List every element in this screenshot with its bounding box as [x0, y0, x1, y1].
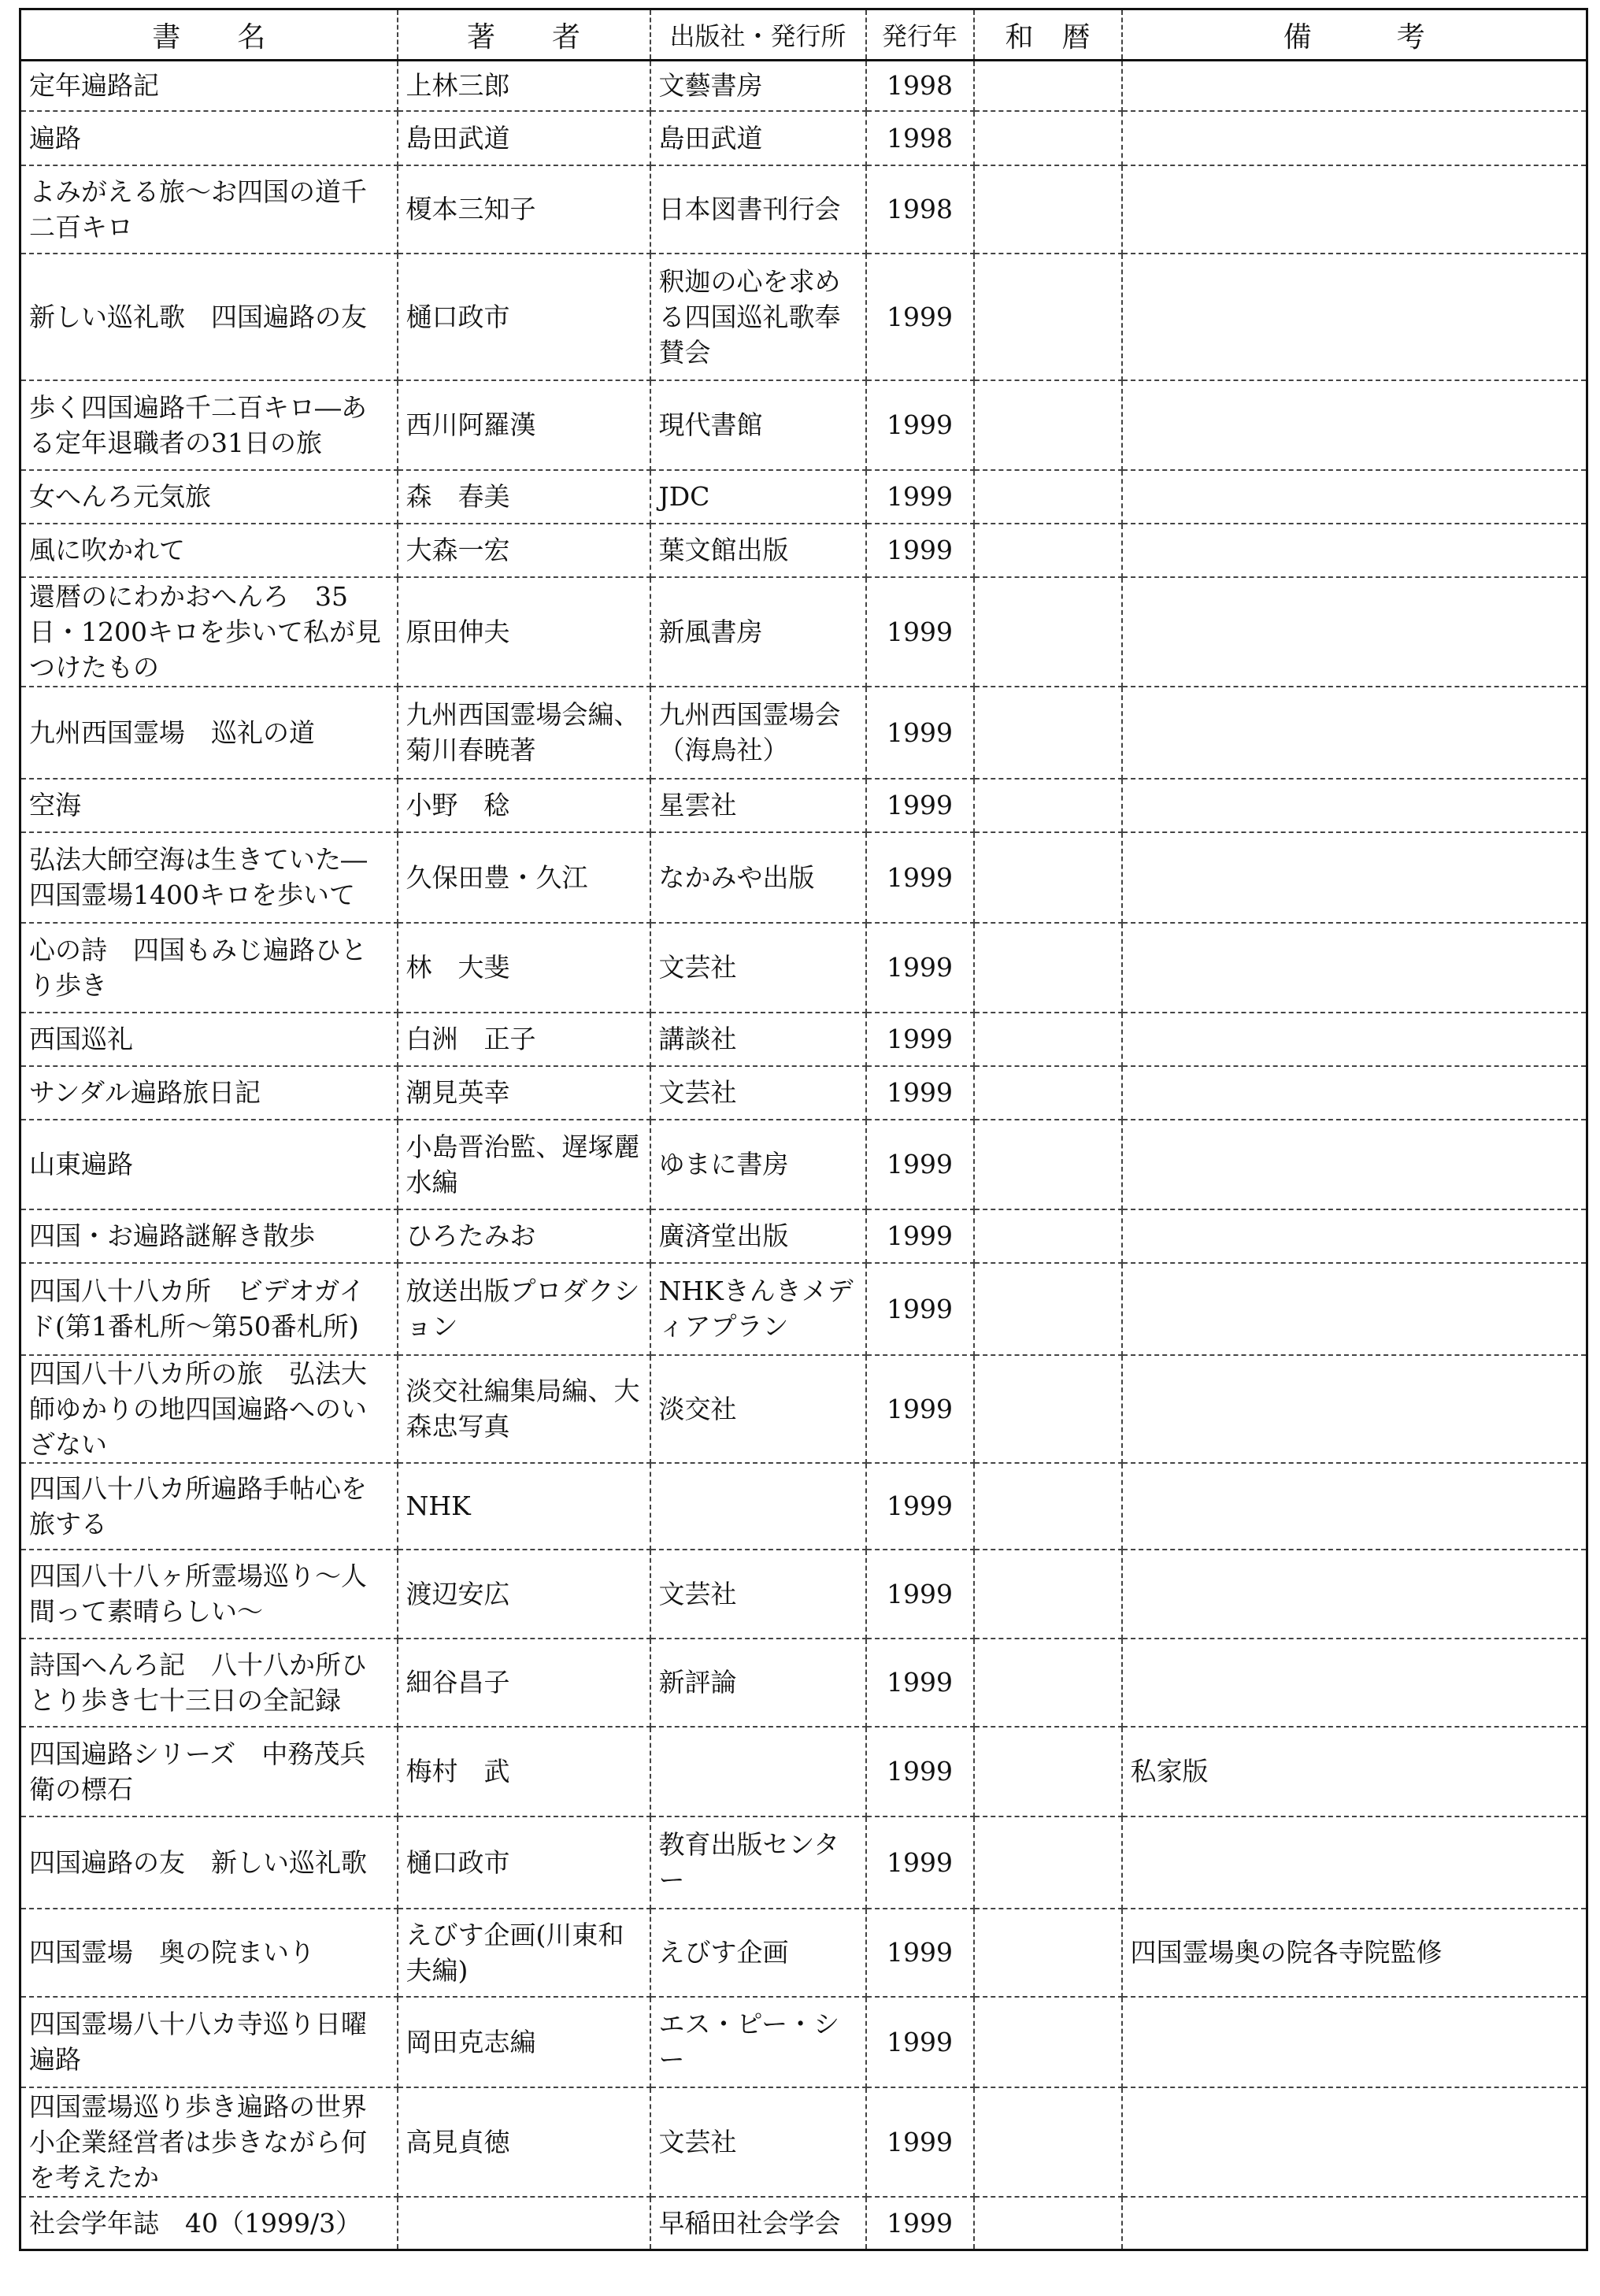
cell-year: 1999 — [866, 1816, 974, 1909]
table-row — [20, 1816, 1587, 1909]
table-row — [20, 1727, 1587, 1816]
cell-author: 岡田克志編 — [398, 1997, 650, 2087]
cell-author: 島田武道 — [398, 111, 650, 165]
cell-notes — [1122, 524, 1587, 577]
cell-notes — [1122, 1639, 1587, 1727]
table-row — [20, 111, 1587, 165]
cell-year: 1998 — [866, 61, 974, 111]
cell-notes — [1122, 380, 1587, 470]
cell-author: 梅村 武 — [398, 1727, 650, 1816]
cell-title: 西国巡礼 — [20, 1013, 398, 1066]
cell-year: 1999 — [866, 2197, 974, 2250]
cell-year: 1999 — [866, 1909, 974, 1997]
cell-title: 女へんろ元気旅 — [20, 470, 398, 524]
cell-notes — [1122, 111, 1587, 165]
table-row — [20, 1550, 1587, 1639]
table-row — [20, 61, 1587, 111]
table-row — [20, 1066, 1587, 1120]
cell-title: 詩国へんろ記 八十八か所ひとり歩き七十三日の全記録 — [20, 1639, 398, 1727]
cell-author: 小野 稔 — [398, 779, 650, 832]
cell-notes: 四国霊場奥の院各寺院監修 — [1122, 1909, 1587, 1997]
table-row — [20, 1639, 1587, 1727]
cell-publisher: 文芸社 — [650, 1550, 866, 1639]
cell-publisher: 淡交社 — [650, 1355, 866, 1463]
cell-year: 1998 — [866, 165, 974, 254]
cell-author: 樋口政市 — [398, 254, 650, 380]
cell-publisher: 文芸社 — [650, 1066, 866, 1120]
cell-year: 1999 — [866, 470, 974, 524]
cell-publisher: エス・ピー・シー — [650, 1997, 866, 2087]
cell-title: 四国八十八ヶ所霊場巡り〜人間って素晴らしい〜 — [20, 1550, 398, 1639]
cell-notes — [1122, 2087, 1587, 2197]
cell-year: 1999 — [866, 380, 974, 470]
cell-notes — [1122, 470, 1587, 524]
header-title: 書 名 — [20, 9, 398, 61]
cell-title: 四国霊場巡り歩き遍路の世界 小企業経営者は歩きながら何を考えたか — [20, 2087, 398, 2197]
cell-year: 1999 — [866, 1639, 974, 1727]
cell-publisher: 廣済堂出版 — [650, 1209, 866, 1263]
cell-title: よみがえる旅〜お四国の道千二百キロ — [20, 165, 398, 254]
header-notes: 備 考 — [1122, 9, 1587, 61]
cell-notes — [1122, 1120, 1587, 1209]
table-row — [20, 832, 1587, 923]
cell-wareki — [974, 111, 1122, 165]
cell-year: 1999 — [866, 1727, 974, 1816]
cell-publisher: 現代書館 — [650, 380, 866, 470]
table-row — [20, 380, 1587, 470]
cell-title: 四国八十八カ所遍路手帖心を旅する — [20, 1463, 398, 1550]
cell-author: 林 大斐 — [398, 923, 650, 1013]
cell-year: 1999 — [866, 923, 974, 1013]
cell-year: 1999 — [866, 1209, 974, 1263]
cell-notes — [1122, 1209, 1587, 1263]
cell-wareki — [974, 577, 1122, 687]
cell-notes — [1122, 2197, 1587, 2250]
cell-title: 四国遍路シリーズ 中務茂兵衛の標石 — [20, 1727, 398, 1816]
table-row — [20, 687, 1587, 779]
cell-year: 1999 — [866, 254, 974, 380]
cell-publisher: JDC — [650, 470, 866, 524]
cell-publisher: NHKきんきメディアプラン — [650, 1263, 866, 1355]
table-row — [20, 1909, 1587, 1997]
cell-year: 1999 — [866, 1066, 974, 1120]
table-row — [20, 1997, 1587, 2087]
cell-publisher: 釈迦の心を求める四国巡礼歌奉賛会 — [650, 254, 866, 380]
table-row — [20, 1209, 1587, 1263]
cell-author: 高見貞徳 — [398, 2087, 650, 2197]
cell-title: 空海 — [20, 779, 398, 832]
cell-notes — [1122, 923, 1587, 1013]
cell-notes — [1122, 1355, 1587, 1463]
cell-wareki — [974, 1997, 1122, 2087]
cell-notes: 私家版 — [1122, 1727, 1587, 1816]
cell-notes — [1122, 1550, 1587, 1639]
table-row — [20, 1120, 1587, 1209]
cell-publisher: 新評論 — [650, 1639, 866, 1727]
cell-title: 還暦のにわかおへんろ 35日・1200キロを歩いて私が見つけたもの — [20, 577, 398, 687]
cell-year: 1999 — [866, 1997, 974, 2087]
cell-year: 1999 — [866, 1463, 974, 1550]
cell-title: 新しい巡礼歌 四国遍路の友 — [20, 254, 398, 380]
cell-year: 1999 — [866, 1355, 974, 1463]
cell-year: 1999 — [866, 1120, 974, 1209]
table-row — [20, 2087, 1587, 2197]
cell-wareki — [974, 470, 1122, 524]
cell-publisher: 九州西国霊場会（海鳥社） — [650, 687, 866, 779]
cell-wareki — [974, 61, 1122, 111]
cell-year: 1999 — [866, 687, 974, 779]
cell-author: 上林三郎 — [398, 61, 650, 111]
cell-notes — [1122, 1997, 1587, 2087]
cell-author: NHK — [398, 1463, 650, 1550]
cell-title: 風に吹かれて — [20, 524, 398, 577]
cell-author: 久保田豊・久江 — [398, 832, 650, 923]
cell-author: 淡交社編集局編、大森忠写真 — [398, 1355, 650, 1463]
cell-title: 四国八十八カ所の旅 弘法大師ゆかりの地四国遍路へのいざない — [20, 1355, 398, 1463]
cell-publisher: 日本図書刊行会 — [650, 165, 866, 254]
cell-publisher: 文芸社 — [650, 923, 866, 1013]
cell-notes — [1122, 1463, 1587, 1550]
cell-title: サンダル遍路旅日記 — [20, 1066, 398, 1120]
cell-publisher: ゆまに書房 — [650, 1120, 866, 1209]
cell-author: 原田伸夫 — [398, 577, 650, 687]
cell-wareki — [974, 165, 1122, 254]
cell-publisher: 教育出版センター — [650, 1816, 866, 1909]
cell-wareki — [974, 380, 1122, 470]
cell-title: 歩く四国遍路千二百キロ―ある定年退職者の31日の旅 — [20, 380, 398, 470]
cell-title: 遍路 — [20, 111, 398, 165]
cell-title: 四国八十八カ所 ビデオガイド(第1番札所〜第50番札所) — [20, 1263, 398, 1355]
cell-title: 九州西国霊場 巡礼の道 — [20, 687, 398, 779]
cell-notes — [1122, 254, 1587, 380]
cell-author: 小島晋治監、遅塚麗水編 — [398, 1120, 650, 1209]
cell-author: 大森一宏 — [398, 524, 650, 577]
cell-notes — [1122, 577, 1587, 687]
cell-publisher: えびす企画 — [650, 1909, 866, 1997]
cell-author: 細谷昌子 — [398, 1639, 650, 1727]
cell-notes — [1122, 1263, 1587, 1355]
cell-author: 潮見英幸 — [398, 1066, 650, 1120]
cell-wareki — [974, 923, 1122, 1013]
cell-notes — [1122, 1066, 1587, 1120]
table-row — [20, 1355, 1587, 1463]
cell-title: 四国霊場八十八カ寺巡り日曜遍路 — [20, 1997, 398, 2087]
table-row — [20, 577, 1587, 687]
cell-title: 社会学年誌 40（1999/3） — [20, 2197, 398, 2250]
cell-author: 森 春美 — [398, 470, 650, 524]
cell-author: ひろたみお — [398, 1209, 650, 1263]
cell-title: 四国遍路の友 新しい巡礼歌 — [20, 1816, 398, 1909]
table-body — [20, 61, 1587, 2250]
cell-wareki — [974, 1639, 1122, 1727]
cell-wareki — [974, 1463, 1122, 1550]
cell-notes — [1122, 779, 1587, 832]
cell-author: 九州西国霊場会編、菊川春暁著 — [398, 687, 650, 779]
cell-title: 四国霊場 奥の院まいり — [20, 1909, 398, 1997]
table-row — [20, 1013, 1587, 1066]
cell-publisher: 葉文館出版 — [650, 524, 866, 577]
table-row — [20, 470, 1587, 524]
table-row — [20, 1263, 1587, 1355]
cell-publisher: 早稲田社会学会 — [650, 2197, 866, 2250]
cell-author: 白洲 正子 — [398, 1013, 650, 1066]
cell-author: 放送出版プロダクション — [398, 1263, 650, 1355]
cell-year: 1999 — [866, 779, 974, 832]
table-row — [20, 2197, 1587, 2250]
cell-wareki — [974, 2197, 1122, 2250]
cell-wareki — [974, 254, 1122, 380]
table-row — [20, 165, 1587, 254]
cell-wareki — [974, 524, 1122, 577]
cell-year: 1999 — [866, 1550, 974, 1639]
table-row — [20, 1463, 1587, 1550]
cell-notes — [1122, 1816, 1587, 1909]
table-row — [20, 524, 1587, 577]
cell-notes — [1122, 1013, 1587, 1066]
header-year: 発行年 — [866, 9, 974, 61]
cell-publisher — [650, 1727, 866, 1816]
cell-wareki — [974, 1120, 1122, 1209]
cell-publisher: なかみや出版 — [650, 832, 866, 923]
cell-notes — [1122, 687, 1587, 779]
cell-year: 1999 — [866, 577, 974, 687]
header-author: 著 者 — [398, 9, 650, 61]
cell-year: 1999 — [866, 1263, 974, 1355]
cell-title: 心の詩 四国もみじ遍路ひとり歩き — [20, 923, 398, 1013]
cell-publisher — [650, 1463, 866, 1550]
cell-publisher: 文藝書房 — [650, 61, 866, 111]
cell-year: 1999 — [866, 1013, 974, 1066]
cell-wareki — [974, 832, 1122, 923]
cell-wareki — [974, 2087, 1122, 2197]
cell-wareki — [974, 1013, 1122, 1066]
header-row — [20, 9, 1587, 61]
cell-wareki — [974, 1816, 1122, 1909]
cell-year: 1999 — [866, 832, 974, 923]
cell-year: 1998 — [866, 111, 974, 165]
cell-notes — [1122, 165, 1587, 254]
cell-notes — [1122, 61, 1587, 111]
cell-wareki — [974, 1209, 1122, 1263]
cell-author: 榎本三知子 — [398, 165, 650, 254]
cell-author — [398, 2197, 650, 2250]
cell-wareki — [974, 1355, 1122, 1463]
cell-publisher: 新風書房 — [650, 577, 866, 687]
cell-author: 渡辺安広 — [398, 1550, 650, 1639]
cell-title: 弘法大師空海は生きていた―四国霊場1400キロを歩いて — [20, 832, 398, 923]
cell-year: 1999 — [866, 2087, 974, 2197]
cell-wareki — [974, 1066, 1122, 1120]
cell-publisher: 文芸社 — [650, 2087, 866, 2197]
cell-author: えびす企画(川東和夫編) — [398, 1909, 650, 1997]
cell-wareki — [974, 1727, 1122, 1816]
book-list-table — [19, 8, 1588, 2251]
cell-publisher: 講談社 — [650, 1013, 866, 1066]
cell-wareki — [974, 1550, 1122, 1639]
cell-publisher: 島田武道 — [650, 111, 866, 165]
cell-title: 定年遍路記 — [20, 61, 398, 111]
cell-author: 樋口政市 — [398, 1816, 650, 1909]
cell-wareki — [974, 779, 1122, 832]
table-row — [20, 254, 1587, 380]
cell-wareki — [974, 687, 1122, 779]
header-wareki: 和 暦 — [974, 9, 1122, 61]
cell-publisher: 星雲社 — [650, 779, 866, 832]
header-publisher: 出版社・発行所 — [650, 9, 866, 61]
table-row — [20, 923, 1587, 1013]
cell-year: 1999 — [866, 524, 974, 577]
table-row — [20, 779, 1587, 832]
cell-title: 四国・お遍路謎解き散歩 — [20, 1209, 398, 1263]
cell-author: 西川阿羅漢 — [398, 380, 650, 470]
cell-wareki — [974, 1263, 1122, 1355]
cell-title: 山東遍路 — [20, 1120, 398, 1209]
cell-notes — [1122, 832, 1587, 923]
cell-wareki — [974, 1909, 1122, 1997]
